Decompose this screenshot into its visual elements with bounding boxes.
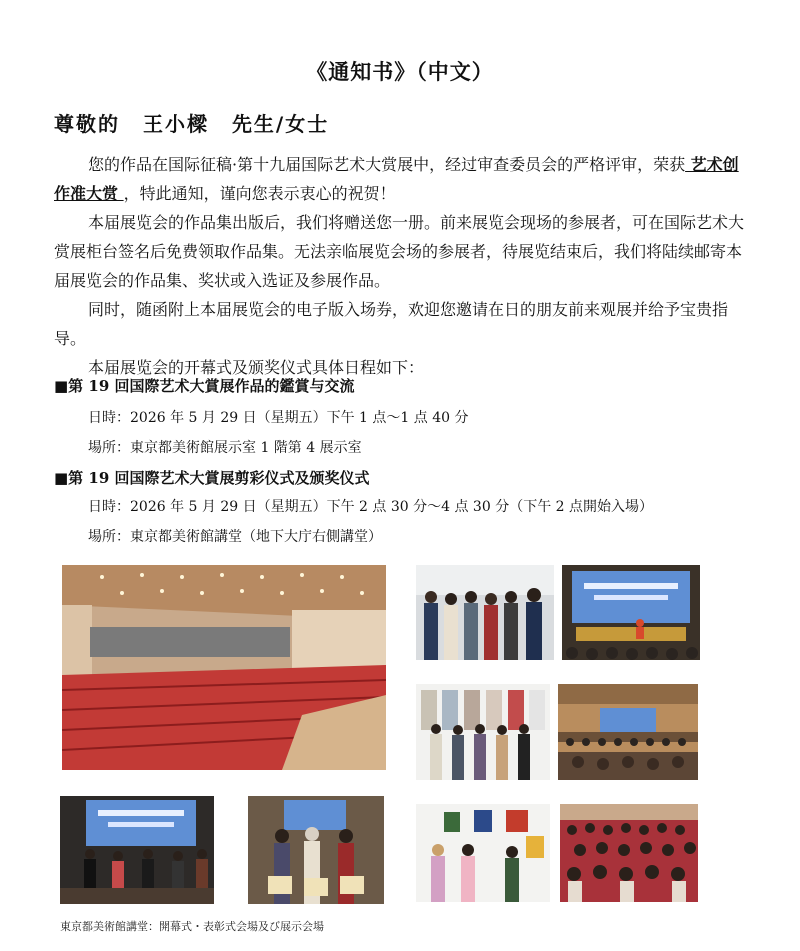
- paragraph-award: [54, 150, 744, 208]
- auditorium-photo: [62, 565, 386, 770]
- notice-body: [54, 150, 744, 382]
- event-2-heading: ■第 19 回国際艺术大賞展剪彩仪式及颁奖仪式: [54, 469, 370, 487]
- page-title: 《通知书》（中文）: [306, 59, 494, 84]
- salutation: [54, 108, 343, 137]
- paragraph-ticket: 同时，随函附上本届展览会的电子版入场券，欢迎您邀请在日的朋友前来观展并给予宝贵指导。: [54, 300, 729, 348]
- group-photo-1: [416, 565, 554, 660]
- photo-caption: 東京都美術館講堂：開幕式・表彰式会場及び展示会場: [60, 920, 324, 933]
- paragraph-1-start: 您的作品在国际征稿·第十九届国际艺术大赏展中，经过审查委员会的严格评审，荣获: [88, 155, 686, 174]
- award-name: 艺术创作准大赏: [54, 155, 739, 203]
- gallery-group-photo: [416, 684, 550, 780]
- salutation-prefix: 尊敬的: [54, 112, 120, 136]
- ceremony-stage-photo: [562, 565, 700, 660]
- event-1-place: 場所：東京都美術館展示室 1 階第 4 展示室: [88, 440, 362, 456]
- paragraph-schedule-intro: 本届展览会的开幕式及颁奖仪式具体日程如下：: [88, 358, 425, 377]
- certificate-recipients-photo: [248, 796, 384, 904]
- painting-gallery-photo: [416, 804, 550, 902]
- paragraph-1-end: ，特此通知，谨向您表示衷心的祝贺！: [123, 184, 396, 203]
- event-1-heading: ■第 19 回国際艺术大賞展作品的鑑賞与交流: [54, 377, 355, 395]
- award-stage-photo: [558, 684, 698, 780]
- audience-photo: [560, 804, 698, 902]
- recipient-name: 王小樑: [142, 112, 209, 136]
- award-recipients-photo: [60, 796, 214, 904]
- salutation-suffix: 先生/女士: [231, 112, 330, 136]
- paragraph-catalogue: 本届展览会的作品集出版后，我们将赠送您一册。前来展览会现场的参展者，可在国际艺术大赏展柜台签名后免费领取作品集。无法亲临展览会场的参展者，待展览结束后，我们将陆续邮寄本届展览会的作品集、奖状或入选证及参展作品。: [54, 213, 745, 290]
- event-2-place: 場所：東京都美術館講堂（地下大庁右側講堂）: [88, 529, 382, 545]
- event-2-time: 日時：2026 年 5 月 29 日（星期五）下午 2 点 30 分～4 点 30 分（下午 2 点開始入場）: [88, 499, 654, 515]
- event-1-time: 日時：2026 年 5 月 29 日（星期五）下午 1 点～1 点 40 分: [88, 410, 469, 426]
